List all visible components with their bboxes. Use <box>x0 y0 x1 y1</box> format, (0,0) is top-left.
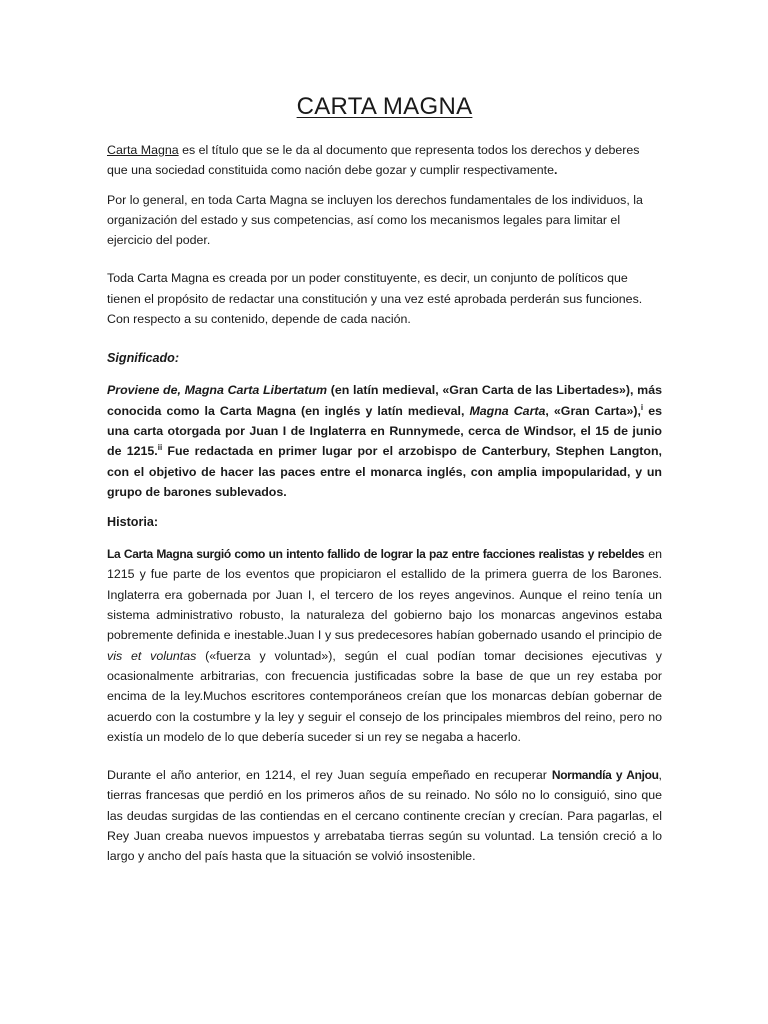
historia-heading: Historia: <box>107 515 159 530</box>
significado-text-5: , cerca de Windsor, el 15 de junio de 1215. <box>107 423 662 459</box>
footnote-ref-2[interactable]: ii <box>157 443 163 453</box>
significado-paragraph <box>107 380 662 502</box>
historia-text-1: en 1215 y fue parte de los eventos que propiciaron el estallido de la primera guerra de los Barones. Inglaterra era gobernada por Juan I, el tercero de los reyes angevinos. Aunque el reino tenía un sistema administrativo robusto, la naturaleza del gobierno bajo los monarcas angevinos estaba pobremente definida e inestable.Juan I y sus predecesores habían gobernado usando el principio de <box>107 547 663 643</box>
historia-paragraph <box>107 544 662 747</box>
significado-text-2: (en inglés y latín medieval, <box>295 403 470 418</box>
constituent-paragraph: Toda Carta Magna es creada por un poder constituyente, es decir, un conjunto de políticos que tienen el propósito de redactar una constitución y una vez esté aprobada perderán sus funciones. Con respecto a su contenido, depende de cada nación. <box>107 271 643 327</box>
magna-carta-term: Magna Carta <box>469 403 546 418</box>
significado-text-4: es una carta otorgada por Juan I de Inglaterra en <box>107 403 662 438</box>
carta-magna-link[interactable]: Carta Magna <box>107 143 179 157</box>
significado-text-1: (en latín medieval, «Gran Carta de las Libertades»), más conocida como la <box>107 383 662 418</box>
historia-text-2: («fuerza y voluntad»), según el cual podían tomar decisiones ejecutivas y ocasionalmente arbitrarias, con frecuencia justificadas sobre la base de que un rey estaba por encima de la ley.Muchos escritores contemporáneos creían que los monarcas debían gobernar de acuerdo con la costumbre y la ley y seguir el consejo de los principales miembros del reino, pero no existía un modelo de lo que debería suceder si un rey se negaba a hacerlo. <box>107 648 663 744</box>
final-text-1: Durante el año anterior, en 1214, el rey Juan seguía empeñado en recuperar <box>107 768 552 783</box>
final-paragraph <box>107 765 662 866</box>
intro-period: . <box>554 163 558 178</box>
significado-heading: Significado: <box>107 351 180 366</box>
normandia-anjou-term: Normandía y Anjou <box>551 768 659 783</box>
document-page <box>107 92 662 867</box>
carta-magna-term: Carta Magna <box>219 403 296 418</box>
intro-text: es el título que se le da al documento que representa todos los derechos y deberes que una sociedad constituida como nación debe gozar y cumplir respectivamente <box>107 143 640 178</box>
runnymede-term: Runnymede <box>389 423 461 438</box>
origin-phrase: Proviene de, Magna Carta Libertatum <box>107 383 328 398</box>
significado-text-6: Fue redactada en primer lugar por el arzobispo de Canterbury, Stephen Langton, con el objetivo de hacer las paces entre el monarca inglés, con amplia impopularidad, y un grupo de barones sublevados. <box>107 444 662 499</box>
vis-et-voluntas-term: vis et voluntas <box>107 648 197 663</box>
historia-lead: La Carta Magna surgió como un intento fallido de lograr la paz entre facciones realistas y rebeldes <box>107 547 645 562</box>
rights-paragraph: Por lo general, en toda Carta Magna se incluyen los derechos fundamentales de los individuos, la organización del estado y sus competencias, así como los mecanismos legales para limitar el ejercicio del poder. <box>107 192 643 248</box>
intro-paragraph <box>107 140 662 181</box>
final-text-2: , tierras francesas que perdió en los primeros años de su reinado. No sólo no lo consiguió, sino que las deudas surgidas de las contiendas en el cercano continente crecían y crecían. Para pagarlas, el Rey Juan creaba nuevos impuestos y arrebataba tierras según su voluntad. La tensión creció a lo largo y ancho del país hasta que la situación se volvió insostenible. <box>107 768 662 864</box>
page-title: CARTA MAGNA <box>296 93 473 120</box>
significado-text-3: , «Gran Carta»), <box>545 403 641 418</box>
footnote-ref-1[interactable]: i <box>640 402 644 412</box>
